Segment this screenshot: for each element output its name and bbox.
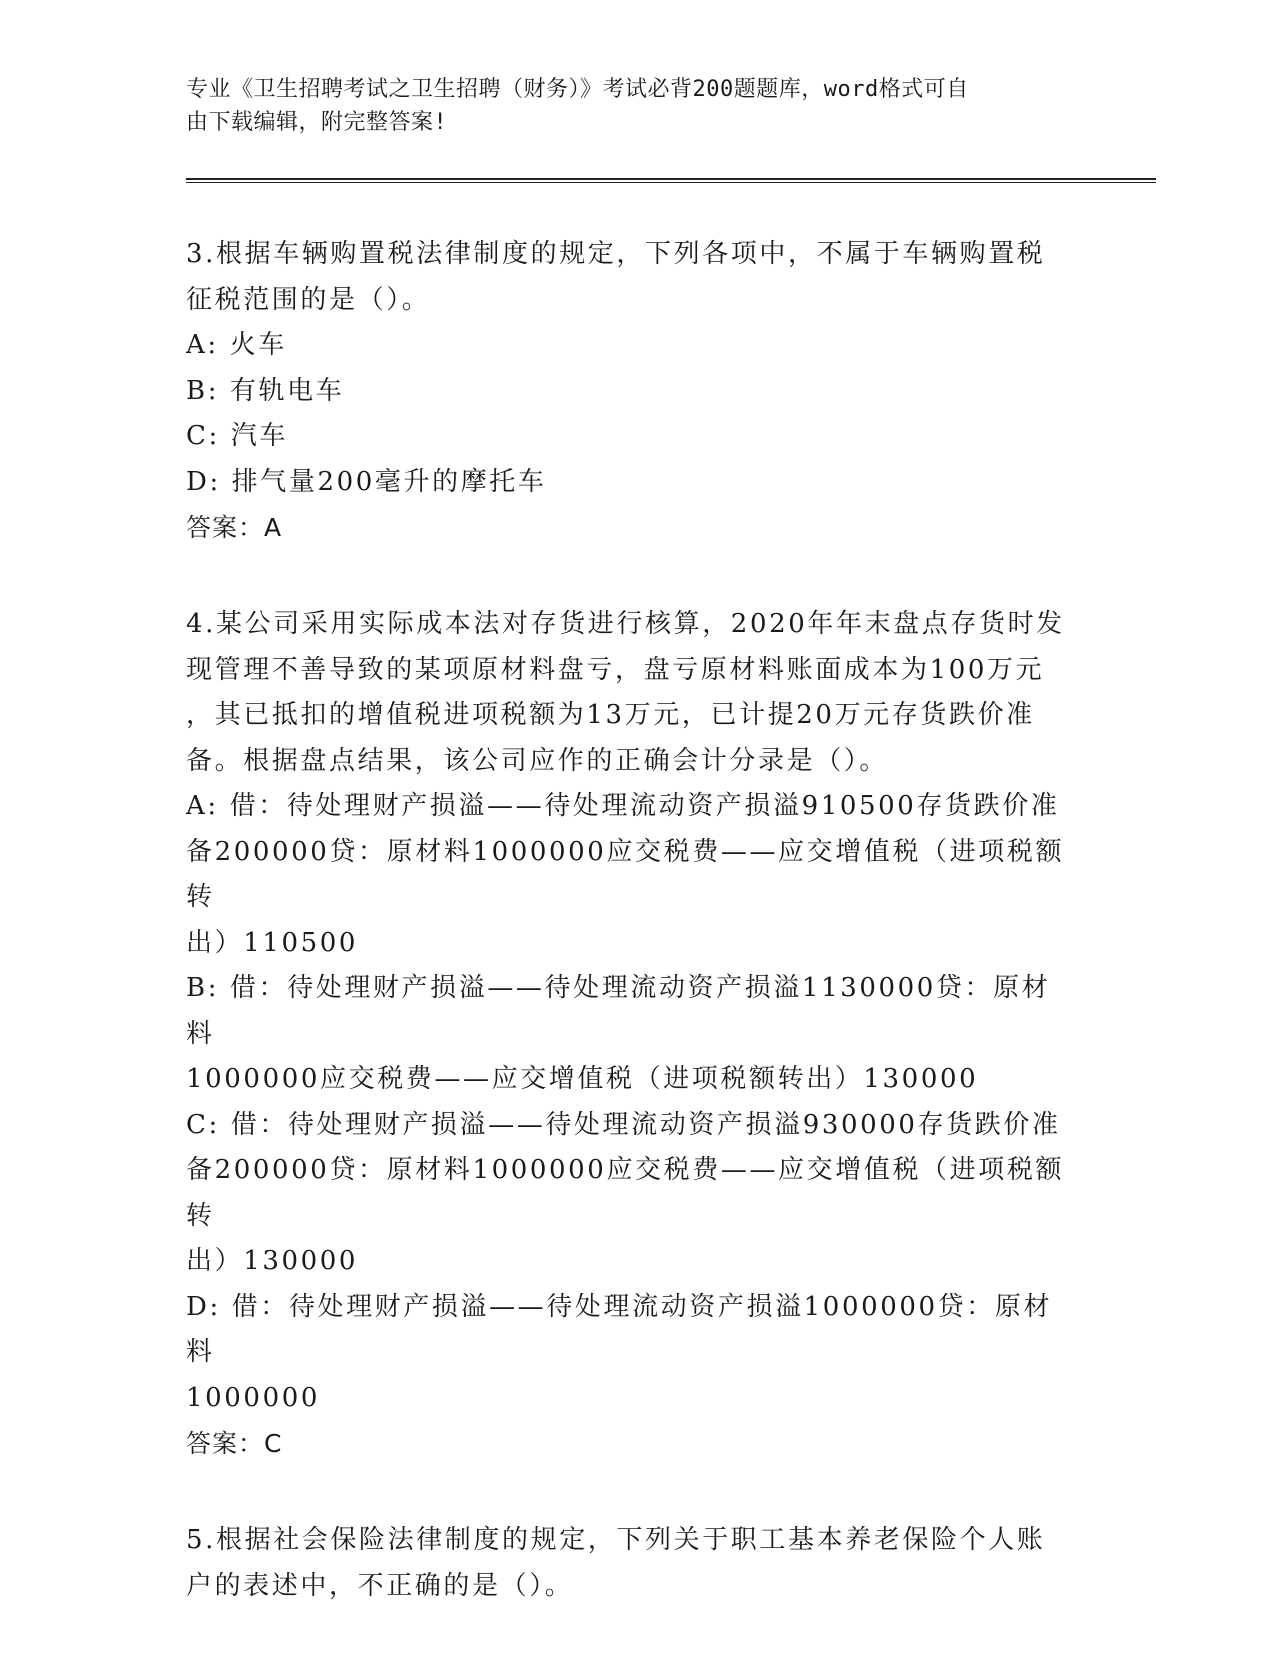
header-title-line-2: 由下载编辑，附完整答案!	[186, 110, 448, 135]
option-line: 1000000应交税费——应交增值税（进项税额转出）130000	[186, 1064, 979, 1094]
option-a	[186, 323, 1066, 369]
option-line: 出）130000	[186, 1246, 359, 1276]
option-line: D: 借：待处理财产损溢——待处理流动资产损溢1000000贷：原材料	[186, 1291, 1053, 1367]
stem-line: 备。根据盘点结果，该公司应作的正确会计分录是（）。	[186, 745, 889, 776]
question-5	[186, 1518, 1066, 1609]
stem-line: 户的表述中，不正确的是（）。	[186, 1570, 574, 1601]
option-line: C: 借：待处理财产损溢——待处理流动资产损溢930000存货跌价准	[186, 1109, 1061, 1140]
option-d	[186, 460, 1066, 506]
option-line: 备200000贷：原材料1000000应交税费——应交增值税（进项税额转	[186, 836, 1065, 912]
option-line: C: 汽车	[186, 421, 288, 451]
question-stem	[186, 1518, 1066, 1609]
option-line: B: 有轨电车	[186, 375, 345, 406]
answer-label: 答案：A	[186, 513, 283, 542]
header-title-line-1: 专业《卫生招聘考试之卫生招聘（财务）》考试必背200题题库，word格式可自	[186, 77, 969, 102]
stem-line: 5.根据社会保险法律制度的规定，下列关于职工基本养老保险个人账	[186, 1525, 1046, 1555]
question-list	[186, 232, 1066, 1661]
stem-line: 现管理不善导致的某项原材料盘亏，盘亏原材料账面成本为100万元	[186, 654, 1045, 685]
stem-line: 3.根据车辆购置税法律制度的规定，下列各项中，不属于车辆购置税	[186, 239, 1046, 269]
option-line: B: 借：待处理财产损溢——待处理流动资产损溢1130000贷：原材料	[186, 973, 1051, 1049]
stem-line: ，其已抵扣的增值税进项税额为13万元，已计提20万元存货跌价准	[186, 700, 1035, 730]
option-c	[186, 1103, 1066, 1285]
option-line: 1000000	[186, 1382, 320, 1413]
stem-line: 征税范围的是（）。	[186, 284, 431, 315]
answer-label: 答案：C	[186, 1429, 283, 1458]
option-a	[186, 784, 1066, 966]
option-line: D: 排气量200毫升的摩托车	[186, 466, 547, 497]
option-line: A: 借：待处理财产损溢——待处理流动资产损溢910500存货跌价准	[186, 791, 1060, 821]
question-3	[186, 232, 1066, 550]
option-b	[186, 369, 1066, 415]
question-4	[186, 602, 1066, 1466]
option-line: 备200000贷：原材料1000000应交税费——应交增值税（进项税额转	[186, 1155, 1065, 1231]
option-b	[186, 966, 1066, 1103]
header-divider	[186, 178, 1156, 183]
option-line: A: 火车	[186, 330, 287, 360]
option-line: 出）110500	[186, 927, 359, 958]
document-header	[186, 73, 1066, 139]
stem-line: 4.某公司采用实际成本法对存货进行核算，2020年年末盘点存货时发	[186, 609, 1065, 639]
question-stem	[186, 232, 1066, 323]
option-c	[186, 414, 1066, 460]
question-stem	[186, 602, 1066, 784]
option-d	[186, 1285, 1066, 1422]
